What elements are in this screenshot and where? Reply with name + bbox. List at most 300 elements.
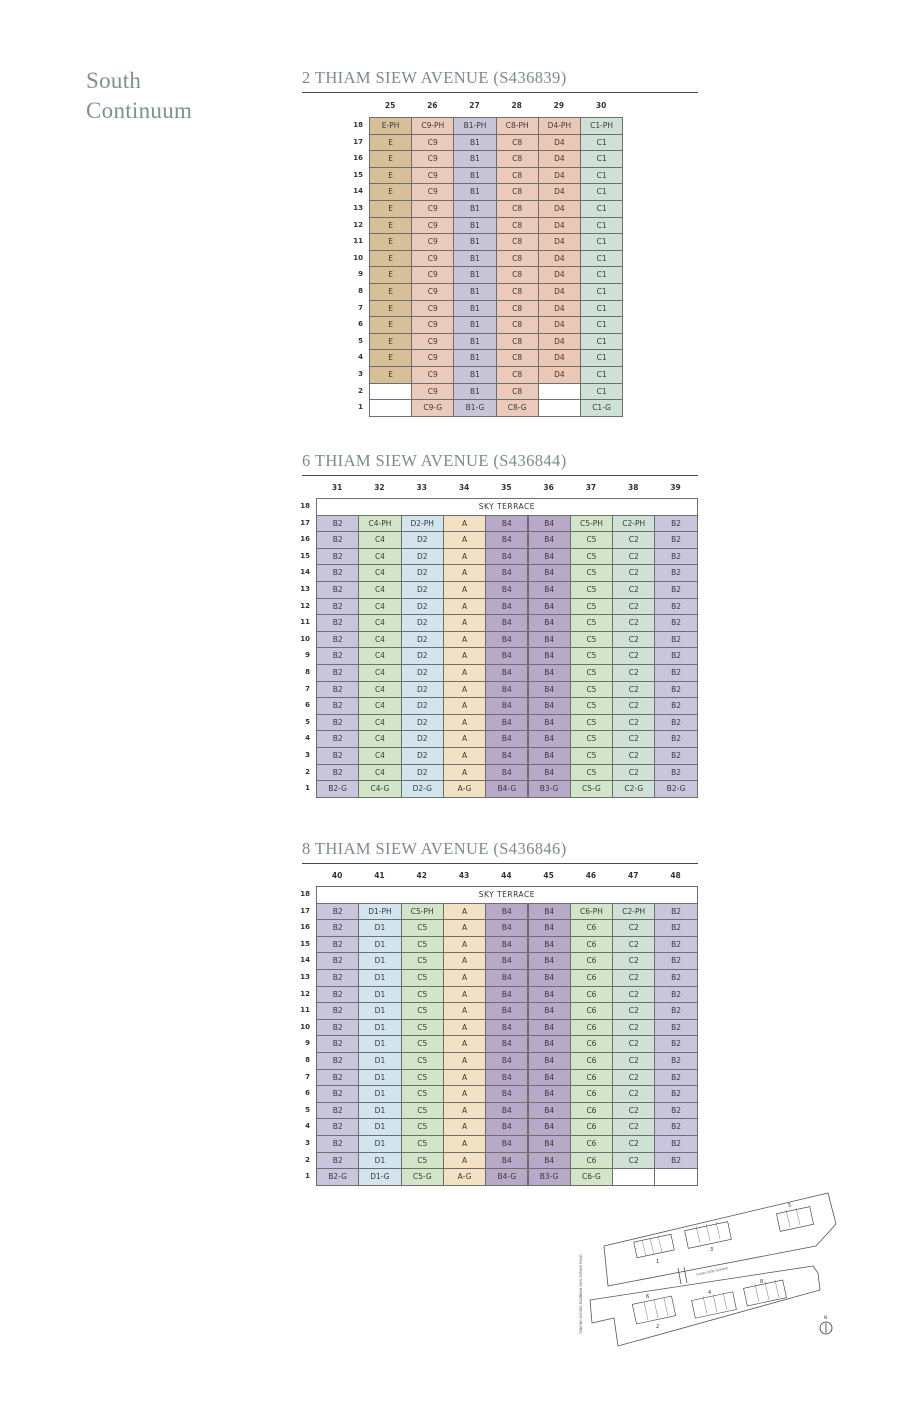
page-title-line1: South xyxy=(86,68,142,93)
unit-cell: A xyxy=(443,986,486,1004)
unit-cell: A xyxy=(443,1135,486,1153)
unit-cell: B2 xyxy=(654,1019,697,1037)
unit-cell: D1 xyxy=(358,1135,401,1153)
unit-cell: D4 xyxy=(538,333,581,351)
unit-cell: B4 xyxy=(528,903,571,921)
floor-label: 5 xyxy=(358,336,363,345)
floor-label: 3 xyxy=(358,370,363,378)
unit-cell: B4 xyxy=(528,747,571,765)
unit-cell: E xyxy=(369,366,412,384)
unit-cell: B4 xyxy=(485,1135,528,1153)
unit-cell: C4-PH xyxy=(358,515,401,533)
unit-cell: B4 xyxy=(485,598,528,616)
unit-cell: C6 xyxy=(570,1135,613,1153)
unit-cell: C2 xyxy=(612,564,655,582)
floor-label: 8 xyxy=(305,1056,310,1064)
column-header: 37 xyxy=(585,483,597,492)
column-header: 35 xyxy=(501,483,512,492)
unit-cell: D1 xyxy=(358,969,401,987)
unit-cell: B2 xyxy=(316,747,359,765)
unit-cell: B2 xyxy=(654,647,697,665)
unit-cell: C9 xyxy=(411,167,454,185)
unit-cell: C1 xyxy=(580,333,623,351)
unit-cell: A xyxy=(443,969,486,987)
unit-cell: B4 xyxy=(485,581,528,599)
unit-cell: C4 xyxy=(358,681,401,699)
unit-cell: B2 xyxy=(654,515,697,533)
unit-cell: A xyxy=(443,764,486,782)
unit-cell: C5 xyxy=(401,952,444,970)
unit-cell: C2-PH xyxy=(612,903,655,921)
unit-cell: C8 xyxy=(496,366,539,384)
unit-cell: B4 xyxy=(485,986,528,1004)
unit-cell: B2-G xyxy=(316,780,359,798)
unit-cell: C9 xyxy=(411,134,454,152)
unit-cell: B2 xyxy=(654,631,697,649)
unit-cell: C9 xyxy=(411,217,454,235)
unit-cell: B4 xyxy=(485,936,528,954)
floor-label: 4 xyxy=(305,734,310,743)
column-header: 31 xyxy=(331,483,343,492)
unit-cell: C8 xyxy=(496,217,539,235)
floor-label: 9 xyxy=(358,270,363,279)
unit-cell: C1 xyxy=(580,150,623,168)
unit-cell: C2 xyxy=(612,1085,655,1103)
unit-cell: B2 xyxy=(654,564,697,582)
unit-cell: C9 xyxy=(411,283,454,301)
floor-label: 6 xyxy=(305,1089,310,1098)
unit-cell: C6 xyxy=(570,1002,613,1020)
unit-cell: C8 xyxy=(496,383,539,401)
unit-cell: C5-G xyxy=(401,1168,444,1186)
unit-cell: C6 xyxy=(570,1019,613,1037)
building-cluster xyxy=(777,1207,814,1232)
unit-cell: D2 xyxy=(401,598,444,616)
block-label: 3 xyxy=(710,1247,714,1253)
unit-cell: B2 xyxy=(316,1052,359,1070)
unit-cell: B1 xyxy=(453,134,496,152)
road-label-left-2: TANJONG KATONG ROAD xyxy=(579,1294,583,1334)
unit-cell: C1 xyxy=(580,134,623,152)
unit-cell: B4 xyxy=(485,548,528,566)
unit-cell: B4 xyxy=(528,986,571,1004)
unit-cell: C4 xyxy=(358,548,401,566)
unit-cell: C6-PH xyxy=(570,903,613,921)
unit-cell: C9 xyxy=(411,300,454,318)
column-header: 26 xyxy=(427,101,438,110)
unit-cell: B4-G xyxy=(485,1168,528,1186)
unit-cell: D1 xyxy=(358,952,401,970)
floor-label: 12 xyxy=(300,601,310,610)
block-label: 4 xyxy=(708,1290,712,1296)
floor-label: 2 xyxy=(305,1155,310,1164)
unit-cell: B2 xyxy=(654,1152,697,1170)
unit-cell: C4 xyxy=(358,664,401,682)
unit-cell: C6 xyxy=(570,1085,613,1103)
unit-cell: B4 xyxy=(528,581,571,599)
unit-cell: A xyxy=(443,1152,486,1170)
unit-cell: D1 xyxy=(358,1102,401,1120)
floor-label: 1 xyxy=(358,403,363,412)
unit-cell: C9-G xyxy=(411,399,454,417)
unit-cell: B1 xyxy=(453,316,496,334)
column-header: 29 xyxy=(553,101,565,110)
unit-cell: D2 xyxy=(401,681,444,699)
unit-cell: A xyxy=(443,631,486,649)
unit-cell: C8 xyxy=(496,134,539,152)
unit-cell: D1 xyxy=(358,986,401,1004)
unit-cell: C4 xyxy=(358,697,401,715)
floor-label: 3 xyxy=(305,1139,310,1147)
unit-cell: B1 xyxy=(453,200,496,218)
unit-cell: C2 xyxy=(612,1002,655,1020)
unit-cell: B4 xyxy=(485,1035,528,1053)
unit-cell: C8 xyxy=(496,150,539,168)
unit-cell: C5 xyxy=(401,1002,444,1020)
unit-cell: B1 xyxy=(453,333,496,351)
floor-label: 10 xyxy=(300,634,310,643)
unit-cell: B2 xyxy=(654,1069,697,1087)
unit-cell: C9 xyxy=(411,349,454,367)
column-header: 47 xyxy=(628,871,639,880)
unit-cell: B4 xyxy=(485,919,528,937)
unit-cell: B2 xyxy=(316,1069,359,1087)
unit-cell: A xyxy=(443,936,486,954)
unit-cell: C9 xyxy=(411,233,454,251)
floor-label: 18 xyxy=(300,502,310,510)
block-label: 5 xyxy=(788,1203,792,1209)
unit-cell: C2-G xyxy=(612,780,655,798)
unit-cell: C2 xyxy=(612,598,655,616)
unit-cell: B2 xyxy=(316,531,359,549)
unit-cell: B4 xyxy=(528,1152,571,1170)
unit-cell: B2 xyxy=(654,1102,697,1120)
unit-cell: B2 xyxy=(316,969,359,987)
unit-cell: B2 xyxy=(654,903,697,921)
column-header: 27 xyxy=(469,101,480,110)
unit-cell: E xyxy=(369,349,412,367)
floor-label: 7 xyxy=(305,1072,310,1081)
unit-cell: D1 xyxy=(358,1019,401,1037)
floor-label: 14 xyxy=(300,568,310,577)
unit-cell: D2 xyxy=(401,714,444,732)
unit-cell: C2 xyxy=(612,647,655,665)
unit-cell: B4 xyxy=(528,1035,571,1053)
unit-cell: C4 xyxy=(358,564,401,582)
floor-label: 8 xyxy=(358,287,363,295)
unit-cell: A xyxy=(443,1118,486,1136)
unit-cell: C6 xyxy=(570,919,613,937)
unit-cell: E xyxy=(369,333,412,351)
unit-cell: A xyxy=(443,1035,486,1053)
north-label: N xyxy=(824,1315,827,1320)
unit-cell: B2 xyxy=(654,986,697,1004)
road-label-left: THIAM SIEW AVENUE ROAD xyxy=(579,1254,583,1298)
unit-cell: C2 xyxy=(612,969,655,987)
unit-cell: B2 xyxy=(316,1035,359,1053)
unit-cell: A xyxy=(443,747,486,765)
unit-cell: B4-G xyxy=(485,780,528,798)
block-label: 1 xyxy=(656,1259,660,1265)
unit-cell: B2 xyxy=(316,697,359,715)
unit-cell: B2 xyxy=(316,681,359,699)
column-header: 42 xyxy=(416,871,427,880)
unit-cell: D1 xyxy=(358,1052,401,1070)
floor-label: 16 xyxy=(353,154,363,163)
unit-cell: B4 xyxy=(528,1085,571,1103)
unit-cell: B4 xyxy=(485,1085,528,1103)
unit-cell: C4 xyxy=(358,531,401,549)
unit-cell: C8 xyxy=(496,183,539,201)
floor-label: 5 xyxy=(305,717,310,726)
unit-cell xyxy=(538,383,581,401)
block-title: 6 THIAM SIEW AVENUE (S436844) xyxy=(302,451,567,470)
unit-cell: C2 xyxy=(612,1102,655,1120)
unit-cell: D2 xyxy=(401,614,444,632)
unit-cell: C2 xyxy=(612,1052,655,1070)
floor-label: 3 xyxy=(305,751,310,759)
unit-cell: C6 xyxy=(570,969,613,987)
floor-label: 5 xyxy=(305,1105,310,1114)
unit-cell: D1 xyxy=(358,1069,401,1087)
unit-cell: B2 xyxy=(316,714,359,732)
unit-cell: A xyxy=(443,697,486,715)
unit-cell: A xyxy=(443,1019,486,1037)
unit-cell: C8 xyxy=(496,167,539,185)
unit-cell: B4 xyxy=(485,969,528,987)
column-header: 40 xyxy=(331,871,343,880)
unit-cell: C1 xyxy=(580,366,623,384)
unit-cell: C5 xyxy=(570,681,613,699)
unit-cell: B1 xyxy=(453,349,496,367)
unit-cell: D2 xyxy=(401,581,444,599)
floor-label: 17 xyxy=(300,906,310,915)
unit-cell: D4 xyxy=(538,183,581,201)
unit-cell: B2 xyxy=(316,664,359,682)
unit-cell: A xyxy=(443,581,486,599)
unit-cell: B4 xyxy=(528,664,571,682)
unit-cell: C1 xyxy=(580,217,623,235)
unit-cell: C5 xyxy=(401,969,444,987)
unit-cell: C9 xyxy=(411,316,454,334)
unit-cell: C5 xyxy=(570,614,613,632)
unit-cell: B2 xyxy=(654,1135,697,1153)
unit-cell: D2 xyxy=(401,631,444,649)
unit-cell: C5 xyxy=(401,919,444,937)
floor-label: 6 xyxy=(358,320,363,329)
unit-cell: D1 xyxy=(358,1002,401,1020)
unit-cell: B2 xyxy=(654,581,697,599)
floor-label: 11 xyxy=(353,237,363,246)
unit-cell: E xyxy=(369,266,412,284)
unit-cell: B1 xyxy=(453,183,496,201)
unit-cell: B2 xyxy=(316,515,359,533)
unit-cell: B4 xyxy=(485,903,528,921)
unit-cell: B2 xyxy=(654,1085,697,1103)
unit-cell: C8-PH xyxy=(496,117,539,135)
unit-cell: D4 xyxy=(538,266,581,284)
unit-cell: B2 xyxy=(654,764,697,782)
unit-cell: C6-G xyxy=(570,1168,613,1186)
unit-cell: C1-PH xyxy=(580,117,623,135)
unit-cell: C1 xyxy=(580,266,623,284)
unit-cell: C9 xyxy=(411,250,454,268)
unit-cell xyxy=(654,1168,697,1186)
unit-cell: E xyxy=(369,167,412,185)
unit-cell: C8 xyxy=(496,349,539,367)
unit-cell: D2 xyxy=(401,531,444,549)
unit-cell: C2 xyxy=(612,1118,655,1136)
unit-cell: C2 xyxy=(612,919,655,937)
unit-cell: A xyxy=(443,730,486,748)
unit-cell: D2 xyxy=(401,730,444,748)
unit-cell: C5 xyxy=(570,548,613,566)
unit-cell: B4 xyxy=(528,631,571,649)
unit-cell: A xyxy=(443,952,486,970)
unit-cell: B1 xyxy=(453,250,496,268)
unit-cell: D2 xyxy=(401,764,444,782)
unit-cell: C5 xyxy=(401,936,444,954)
unit-cell: C5 xyxy=(401,1019,444,1037)
unit-cell: B4 xyxy=(485,664,528,682)
unit-cell: D1-PH xyxy=(358,903,401,921)
floor-label: 12 xyxy=(300,989,310,998)
unit-cell: B2 xyxy=(316,631,359,649)
unit-cell: B2 xyxy=(654,747,697,765)
unit-cell: B4 xyxy=(485,1069,528,1087)
unit-cell: B4 xyxy=(485,1118,528,1136)
unit-cell: C4 xyxy=(358,730,401,748)
unit-cell: C5 xyxy=(570,581,613,599)
unit-cell: C2 xyxy=(612,1019,655,1037)
unit-cell: C8 xyxy=(496,300,539,318)
floor-label: 8 xyxy=(305,668,310,676)
unit-cell: B2 xyxy=(654,952,697,970)
column-header: 36 xyxy=(543,483,554,492)
unit-cell: E xyxy=(369,134,412,152)
page-title xyxy=(86,66,192,126)
unit-cell: C2 xyxy=(612,936,655,954)
unit-cell: B4 xyxy=(485,1052,528,1070)
unit-cell: B2 xyxy=(316,1002,359,1020)
unit-cell: B2 xyxy=(316,548,359,566)
unit-cell: B3-G xyxy=(528,1168,571,1186)
floor-label: 15 xyxy=(300,939,310,948)
floor-label: 12 xyxy=(353,220,363,229)
unit-cell: B2 xyxy=(654,531,697,549)
unit-cell: B1 xyxy=(453,383,496,401)
unit-cell: D4 xyxy=(538,167,581,185)
unit-cell: B2 xyxy=(316,952,359,970)
block-header-2 xyxy=(302,68,698,93)
unit-cell: C2 xyxy=(612,581,655,599)
unit-cell: A xyxy=(443,598,486,616)
floor-label: 1 xyxy=(305,784,310,793)
unit-cell: A xyxy=(443,614,486,632)
unit-cell: B4 xyxy=(528,714,571,732)
unit-cell: D2-G xyxy=(401,780,444,798)
unit-cell: C5-G xyxy=(570,780,613,798)
unit-cell: C8 xyxy=(496,250,539,268)
unit-cell: C8 xyxy=(496,200,539,218)
unit-cell: D2 xyxy=(401,647,444,665)
unit-cell: C2 xyxy=(612,1135,655,1153)
unit-cell: B2 xyxy=(316,564,359,582)
floor-label: 15 xyxy=(353,170,363,179)
unit-cell: C8 xyxy=(496,316,539,334)
unit-cell: E xyxy=(369,300,412,318)
unit-cell: B4 xyxy=(528,1019,571,1037)
unit-cell: B2-G xyxy=(316,1168,359,1186)
unit-cell: E xyxy=(369,233,412,251)
unit-cell: A-G xyxy=(443,780,486,798)
floor-label: 9 xyxy=(305,1039,310,1048)
unit-cell: C1 xyxy=(580,283,623,301)
unit-cell: B2 xyxy=(316,1019,359,1037)
unit-cell: D4 xyxy=(538,134,581,152)
unit-cell: B2 xyxy=(654,548,697,566)
unit-cell: B4 xyxy=(528,1102,571,1120)
floor-label: 2 xyxy=(358,386,363,395)
unit-cell: C5 xyxy=(570,664,613,682)
unit-cell: B1 xyxy=(453,266,496,284)
block-label: 2 xyxy=(656,1324,660,1330)
unit-cell: B4 xyxy=(528,952,571,970)
unit-cell: C5 xyxy=(401,1035,444,1053)
unit-cell: B4 xyxy=(528,515,571,533)
unit-cell: A xyxy=(443,548,486,566)
unit-cell: B4 xyxy=(485,747,528,765)
unit-cell: D4-PH xyxy=(538,117,581,135)
unit-cell: B4 xyxy=(485,730,528,748)
floor-label: 13 xyxy=(300,973,310,981)
unit-cell: B2 xyxy=(316,764,359,782)
unit-cell: B2 xyxy=(316,1118,359,1136)
unit-cell: A xyxy=(443,515,486,533)
unit-cell: C1 xyxy=(580,183,623,201)
unit-cell: D4 xyxy=(538,250,581,268)
unit-cell: A xyxy=(443,664,486,682)
unit-cell: D2 xyxy=(401,548,444,566)
unit-cell: C9-PH xyxy=(411,117,454,135)
unit-cell: B2 xyxy=(316,936,359,954)
unit-cell: B2 xyxy=(316,598,359,616)
unit-cell: C5 xyxy=(570,697,613,715)
unit-cell: B4 xyxy=(485,614,528,632)
unit-cell: C5 xyxy=(401,1118,444,1136)
unit-cell: B4 xyxy=(528,548,571,566)
floor-label: 16 xyxy=(300,535,310,544)
unit-cell: C9 xyxy=(411,383,454,401)
unit-cell: C2 xyxy=(612,1035,655,1053)
unit-cell: C1 xyxy=(580,250,623,268)
unit-cell: C9 xyxy=(411,366,454,384)
unit-cell: D2 xyxy=(401,564,444,582)
unit-cell: B4 xyxy=(528,1118,571,1136)
unit-cell: C2 xyxy=(612,730,655,748)
floor-label: 14 xyxy=(353,187,363,196)
unit-cell: B2 xyxy=(316,919,359,937)
floor-label: 6 xyxy=(305,701,310,710)
unit-cell: C6 xyxy=(570,1102,613,1120)
column-header: 34 xyxy=(458,483,470,492)
unit-cell: C2 xyxy=(612,631,655,649)
unit-cell: C2 xyxy=(612,531,655,549)
column-header: 48 xyxy=(670,871,681,880)
unit-cell: A xyxy=(443,564,486,582)
unit-cell: B2 xyxy=(316,1135,359,1153)
unit-cell: D1-G xyxy=(358,1168,401,1186)
